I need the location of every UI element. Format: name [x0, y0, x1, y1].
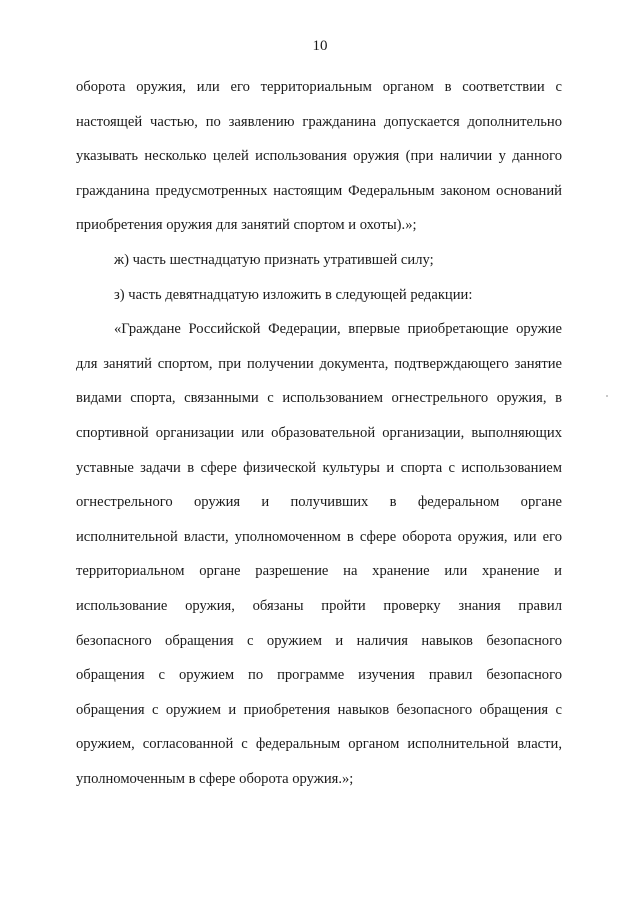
text-line: видами спорта, связанными с использованием огнестрельного оружия, в [76, 390, 562, 407]
list-item-z: з) часть девятнадцатую изложить в следующей редакции: [114, 286, 473, 303]
text-line: территориальном органе разрешение на хранение или хранение и [76, 563, 562, 580]
text-line: настоящей частью, по заявлению гражданина допускается дополнительно [76, 113, 562, 130]
quote-end-line: уполномоченным в сфере оборота оружия.»; [76, 770, 354, 787]
text-line: использование оружия, обязаны пройти проверку знания правил [76, 597, 562, 614]
quote-start-line: «Граждане Российской Федерации, впервые приобретающие оружие [114, 321, 562, 338]
text-line: безопасного обращения с оружием и наличия навыков безопасного [76, 632, 562, 649]
text-line: спортивной организации или образовательной организации, выполняющих [76, 424, 562, 441]
text-line: указывать несколько целей использования оружия (при наличии у данного [76, 148, 562, 165]
text-line: уставные задачи в сфере физической культуры и спорта с использованием [76, 459, 562, 476]
text-line: оружием, согласованной с федеральным органом исполнительной власти, [76, 736, 562, 753]
scan-speck [606, 395, 608, 397]
text-line: гражданина предусмотренных настоящим Федеральным законом оснований [76, 182, 562, 199]
text-line: исполнительной власти, уполномоченном в сфере оборота оружия, или его [76, 528, 562, 545]
text-line: оборота оружия, или его территориальным органом в соответствии с [76, 79, 562, 95]
text-line: для занятий спортом, при получении документа, подтверждающего занятие [76, 355, 562, 372]
text-line: обращения с оружием и приобретения навыков безопасного обращения с [76, 701, 562, 718]
list-item-zh: ж) часть шестнадцатую признать утратившей силу; [114, 251, 434, 268]
page-number: 10 [312, 38, 328, 54]
text-line: приобретения оружия для занятий спортом и охоты).»; [76, 217, 417, 234]
document-body [76, 70, 562, 796]
text-line: огнестрельного оружия и получивших в федеральном органе [76, 494, 562, 511]
text-line: обращения с оружием по программе изучения правил безопасного [76, 667, 562, 684]
